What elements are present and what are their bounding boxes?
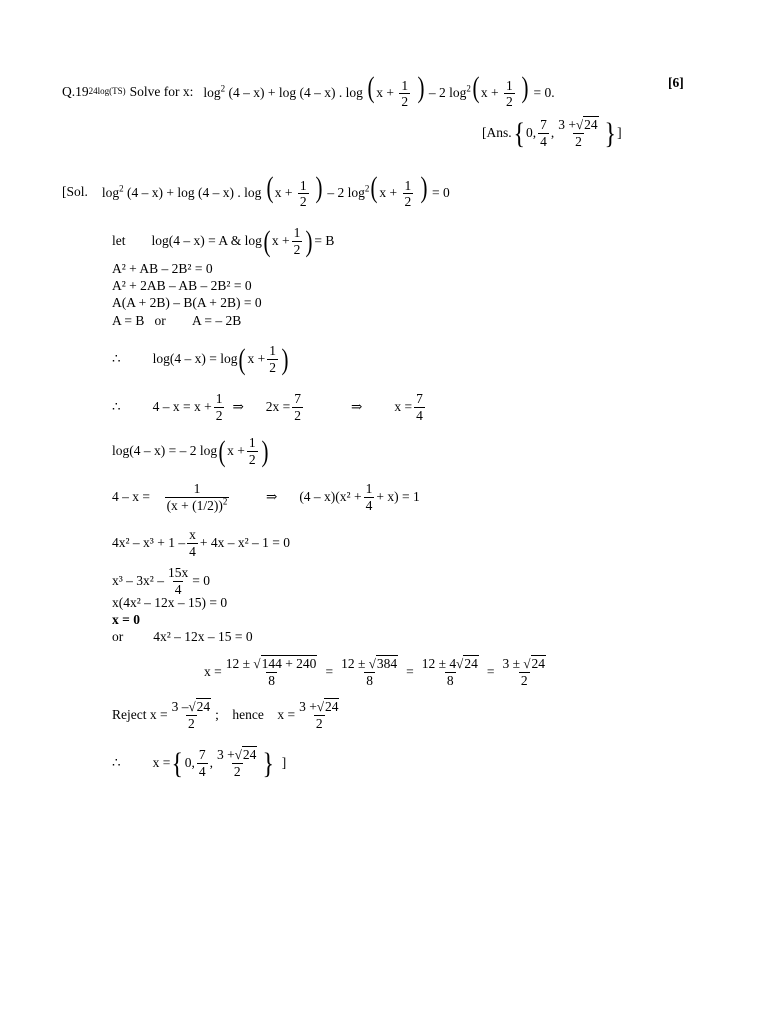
question-number: Q.19 xyxy=(62,83,89,99)
final-answer: ∴ x = { 0, $\frac{7}{4}$ , $\frac{3 +√24}{2}$ } ] xyxy=(112,746,287,780)
case1-line: ∴ log(4 – x) = log ( x + $\frac{1}{2}$ ) xyxy=(112,342,289,376)
quadratic-formula: x = $\frac{12 \pm √144 + 240}{8}$ = $\frac{12 \pm √384}{8}$ = $\frac{12 \pm 4√24}{8}$ = $\frac{3 \pm √24}{2}$ xyxy=(204,656,545,688)
root-zero: x = 0 xyxy=(112,612,140,627)
step-line: A(A + 2B) – B(A + 2B) = 0 xyxy=(112,295,262,310)
step-line: A² + 2AB – AB – 2B² = 0 xyxy=(112,278,252,293)
solution-label: [Sol. xyxy=(62,183,88,199)
factored-line: x(4x² – 12x – 15) = 0 xyxy=(112,595,228,610)
question-equation: $\log^2 (4 - x) + \log (4 - x)$ . log ( x + $\frac{1}{2}$ ) – 2 $\log^2$( x + $\frac{1}{2}$ ) = 0. xyxy=(203,71,555,110)
answer-line: [Ans. { 0, $\frac{7}{4}$ , $\frac{3 +√24}{2}$ } ] xyxy=(482,116,622,150)
let-line: let log(4 – x) = A & log ( x + $\frac{1}{2}$ ) = B xyxy=(112,224,335,258)
question-line: Q.19 24log(TS) Solve for x: $\log^2 (4 - x) + \log (4 - x)$ . log ( x + $\frac{1}{2}$ ) – 2 $\log^2$( x + $\frac{1}{2}$ ) = 0. xyxy=(62,71,555,110)
quadratic-line: or 4x² – 12x – 15 = 0 xyxy=(112,629,253,644)
step-line: A = B or A = – 2B xyxy=(112,313,242,328)
step-line: A² + AB – 2B² = 0 xyxy=(112,261,213,276)
therefore-symbol: ∴ xyxy=(112,351,121,367)
question-prompt: Solve for x: xyxy=(129,83,194,99)
reject-line: Reject x = $\frac{3 -√24}{2}$ ; hence x = $\frac{3 +√24}{2}$ xyxy=(112,699,339,731)
solution-header: [Sol. $\log^2 (4 - x) + \log (4 - x)$ . log ( x + $\frac{1}{2}$ ) – 2 $\log^2$( x + $\frac{1}{2}$ ) = 0 xyxy=(62,171,450,210)
question-marks: [6] xyxy=(668,75,684,90)
cubic-line: x³ – 3x² – $\frac{15x}{4}$ = 0 xyxy=(112,565,210,597)
case1-solve-line: ∴ 4 – x = x + $\frac{1}{2}$ ⇒ 2x = $\frac{7}{2}$ ⇒ x = $\frac{7}{4}$ xyxy=(112,391,423,423)
case2-solve-line: 4 – x = $\frac{1}{(x + (1/2))^2}$ ⇒ (4 – x)(x² + $\frac{1}{4}$ + x) = 1 xyxy=(112,481,420,513)
expand-line: 4x² – x³ + 1 – $\frac{x}{4}$ + 4x – x² – 1 = 0 xyxy=(112,527,290,559)
case2-line: log(4 – x) = – 2 log ( x + $\frac{1}{2}$ ) xyxy=(112,434,269,468)
answer-label: [Ans. xyxy=(482,125,512,141)
